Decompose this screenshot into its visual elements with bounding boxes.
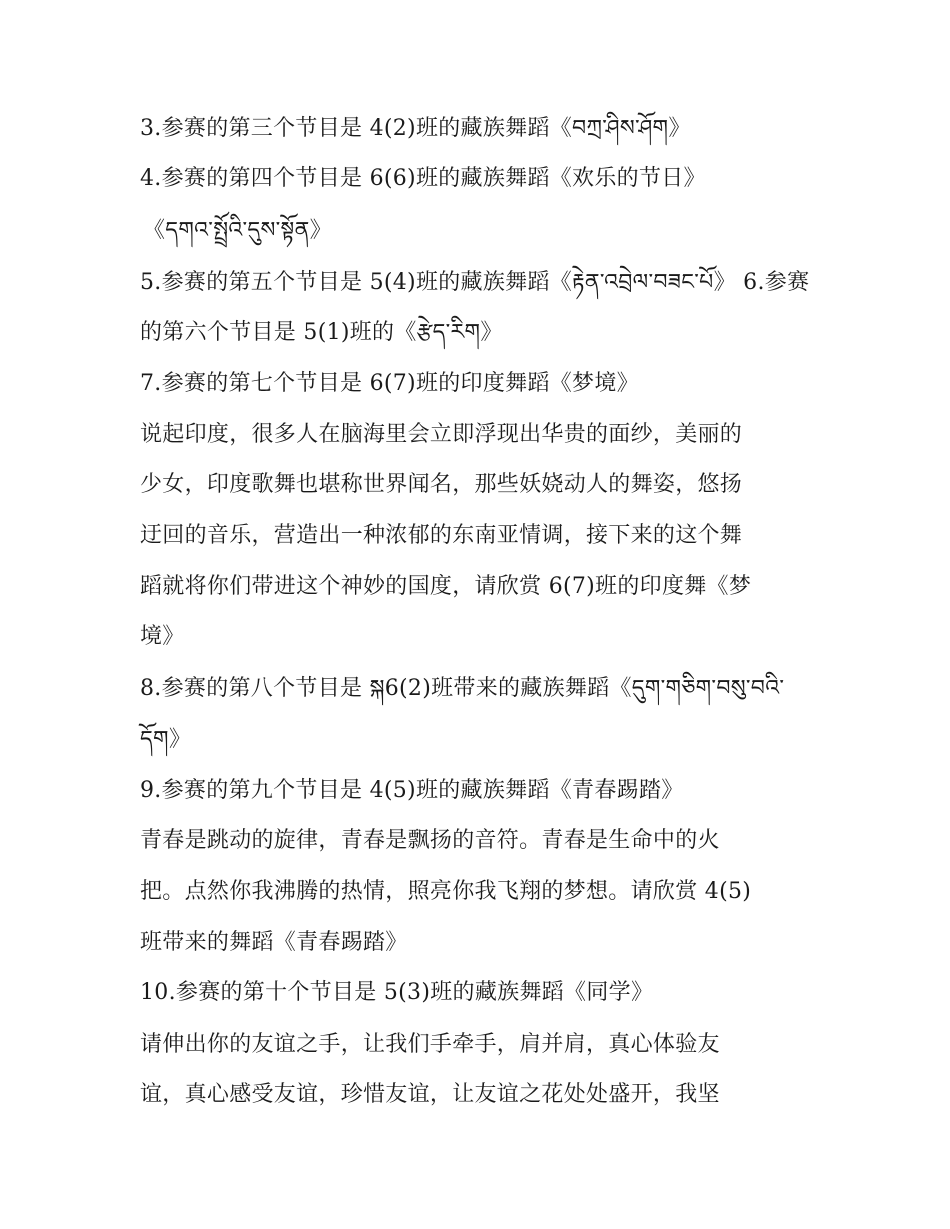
program-3-line: 3.参赛的第三个节目是 4(2)班的藏族舞蹈《བཀྲ་ཤིས་ཤོག》 — [140, 116, 691, 141]
program-7-intro-line-3: 迂回的音乐，营造出一种浓郁的东南亚情调，接下来的这个舞 — [140, 523, 743, 548]
program-10-intro-line-1: 请伸出你的友谊之手，让我们手牵手，肩并肩，真心体验友 — [140, 1032, 720, 1057]
program-7-intro-line-5: 境》 — [140, 624, 185, 649]
program-9-intro-line-2: 把。点然你我沸腾的热情，照亮你我飞翔的梦想。请欣赏 4(5) — [140, 879, 752, 904]
program-8-line: 8.参赛的第八个节目是 སྐ6(2)班带来的藏族舞蹈《དུག་གཅིག་བསུ་བའི་ — [140, 676, 785, 701]
program-9-intro-line-1: 青春是跳动的旋律，青春是飘扬的音符。青春是生命中的火 — [140, 828, 720, 853]
program-10-intro-line-2: 谊，真心感受友谊，珍惜友谊，让友谊之花处处盛开，我坚 — [140, 1082, 720, 1107]
program-7-intro-line-2: 少女，印度歌舞也堪称世界闻名，那些妖娆动人的舞姿，悠扬 — [140, 472, 743, 497]
program-7-line: 7.参赛的第七个节目是 6(7)班的印度舞蹈《梦境》 — [140, 371, 639, 396]
program-4-tibetan-title: 《དགའ་སྤྲོའི་དུས་སྟོན》 — [143, 218, 332, 243]
program-7-intro-line-4: 蹈就将你们带进这个神妙的国度，请欣赏 6(7)班的印度舞《梦 — [140, 574, 752, 599]
program-6-line: 的第六个节目是 5(1)班的《རྩེད་རིག》 — [140, 320, 503, 345]
program-9-intro-line-3: 班带来的舞蹈《青春踢踏》 — [140, 930, 408, 955]
program-7-intro-line-1: 说起印度，很多人在脑海里会立即浮现出华贵的面纱，美丽的 — [140, 422, 743, 447]
program-10-line: 10.参赛的第十个节目是 5(3)班的藏族舞蹈《同学》 — [140, 980, 654, 1005]
program-9-line: 9.参赛的第九个节目是 4(5)班的藏族舞蹈《青春踢踏》 — [140, 778, 684, 803]
program-4-line: 4.参赛的第四个节目是 6(6)班的藏族舞蹈《欢乐的节日》 — [140, 166, 706, 191]
program-8-title-continuation: དོག》 — [140, 727, 192, 752]
program-5-line: 5.参赛的第五个节目是 5(4)班的藏族舞蹈《རྟེན་འབྲེལ་བཟང་པོ》 6.参赛 — [140, 270, 810, 295]
